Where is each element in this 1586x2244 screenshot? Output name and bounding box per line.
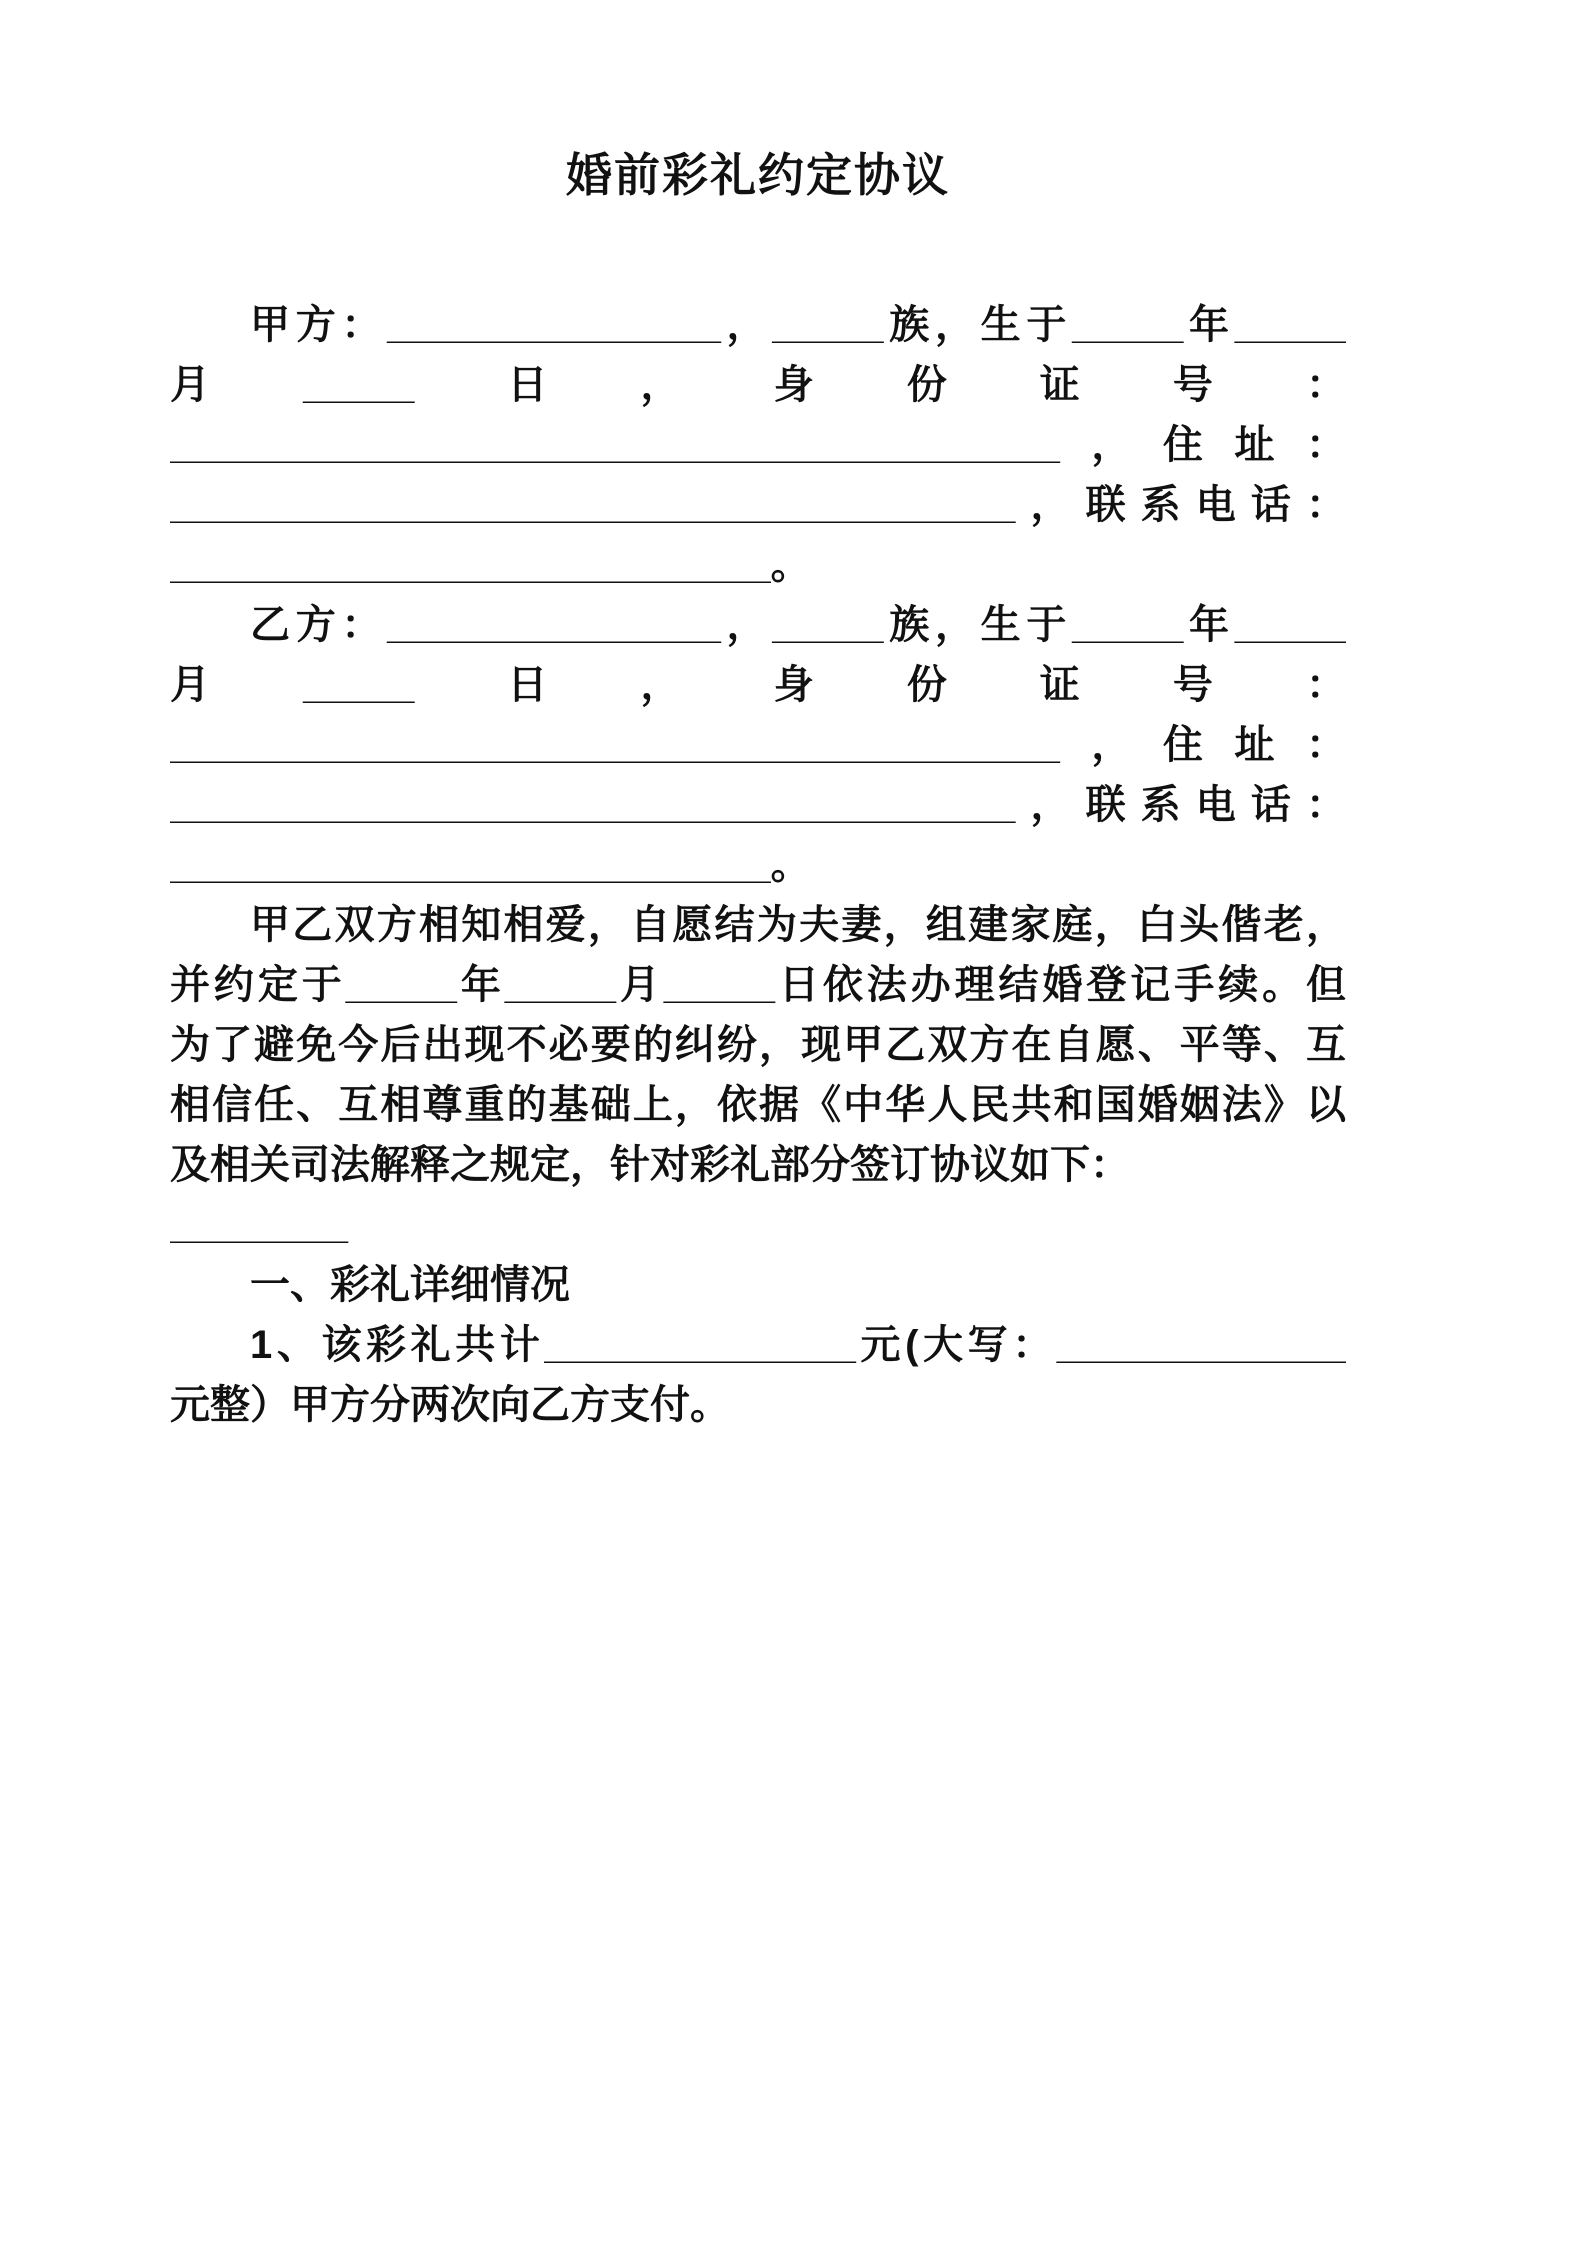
body-paragraph-line: 甲乙双方相知相爱，自愿结为夫妻，组建家庭，白头偕老，: [250, 903, 1346, 947]
party-b-line: 乙方：_______________，_____族，生于_____年_____: [250, 603, 1346, 647]
section-one-item-line: 元整）甲方分两次向乙方支付。: [170, 1383, 730, 1427]
body-paragraph-line: 相信任、互相尊重的基础上，依据《中华人民共和国婚姻法》以: [170, 1083, 1346, 1127]
body-paragraph-line: 及相关司法解释之规定，针对彩礼部分签订协议如下：: [170, 1143, 1130, 1187]
party-b-line: ______________________________________，联系电话：: [170, 783, 1346, 827]
party-a-line: 甲方：_______________，_____族，生于_____年_____: [250, 303, 1346, 347]
party-a-line: 月_____日，身份证号：: [170, 363, 1346, 407]
document-title: 婚前彩礼约定协议: [566, 149, 950, 201]
body-paragraph-line: 为了避免今后出现不必要的纠纷，现甲乙双方在自愿、平等、互: [170, 1023, 1346, 1067]
party-b-line: 月_____日，身份证号：: [170, 663, 1346, 707]
body-paragraph-line: 并约定于_____年_____月_____日依法办理结婚登记手续。但: [170, 963, 1346, 1007]
section-one-item-line: 1、该彩礼共计______________元(大写：_____________: [250, 1323, 1346, 1367]
party-b-line: ________________________________________，住址：: [170, 723, 1346, 767]
party-a-line: ________________________________________，住址：: [170, 423, 1346, 467]
separator-underscore-line: ________: [170, 1203, 348, 1247]
party-b-line: ___________________________。: [170, 843, 811, 887]
section-one-heading: 一、彩礼详细情况: [250, 1263, 570, 1307]
party-a-line: ___________________________。: [170, 543, 811, 587]
party-a-line: ______________________________________，联系电话：: [170, 483, 1346, 527]
